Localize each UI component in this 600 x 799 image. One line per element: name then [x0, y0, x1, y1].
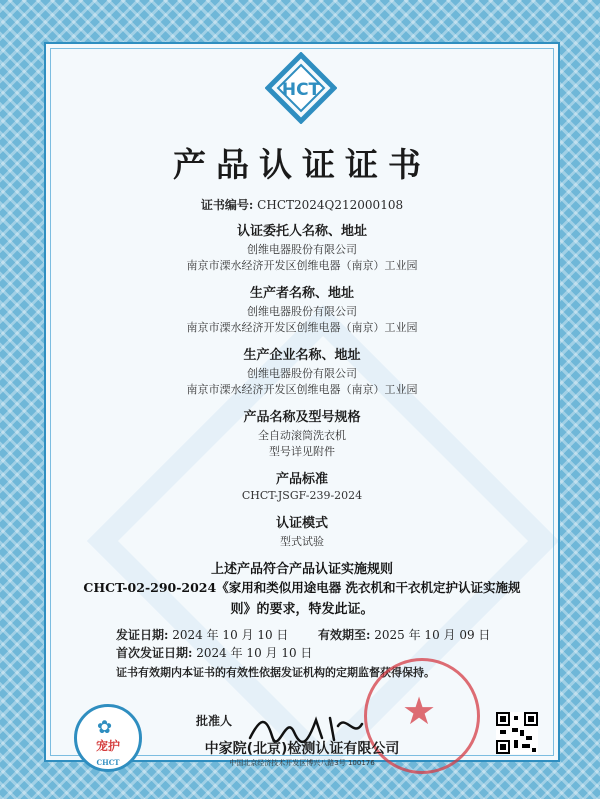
certificate-body — [44, 42, 560, 767]
section-line: 创维电器股份有限公司 — [247, 367, 357, 380]
approver-label: 批准人 — [196, 714, 233, 728]
section-line: CHCT-JSGF-239-2024 — [241, 489, 363, 502]
section-label: 认证委托人名称、地址 — [236, 224, 367, 239]
first-issue-date — [116, 644, 312, 661]
issue-date — [116, 626, 288, 643]
section-line: 型式试验 — [280, 535, 324, 548]
cert-number-value: CHCT2024Q212000108 — [257, 198, 404, 212]
paw-icon: ✿ — [97, 717, 113, 738]
cert-number-label: 证书编号: — [200, 198, 254, 212]
section-line: 南京市溧水经济开发区创维电器（南京）工业园 — [186, 259, 418, 272]
logo-text: HCT — [281, 80, 321, 100]
section-line: 创维电器股份有限公司 — [247, 243, 357, 256]
statement-line: CHCT-02-290-2024《家用和类似用途电器 洗衣机和干衣机定护认证实施规 — [83, 580, 521, 595]
section-label: 产品名称及型号规格 — [243, 410, 361, 425]
first-issue-date-label: 首次发证日期: — [116, 646, 193, 660]
valid-until-value: 2025 年 10 月 09 日 — [374, 628, 491, 642]
section-line: 南京市溧水经济开发区创维电器（南京）工业园 — [186, 321, 418, 334]
section-label: 产品标准 — [275, 472, 328, 487]
issue-date-value: 2024 年 10 月 10 日 — [172, 628, 289, 642]
first-issue-date-value: 2024 年 10 月 10 日 — [196, 646, 313, 660]
section-label: 生产企业名称、地址 — [243, 348, 361, 363]
valid-until — [318, 626, 490, 643]
star-icon: ★ — [402, 689, 437, 733]
seal-mark: 宠护 — [95, 739, 120, 753]
section-line: 南京市溧水经济开发区创维电器（南京）工业园 — [186, 383, 418, 396]
statement-line: 上述产品符合产品认证实施规则 — [210, 562, 393, 577]
organization-address: 中国北京经济技术开发区博兴八路3号 100176 — [229, 759, 375, 767]
section-line: 全自动滚筒洗衣机 — [258, 429, 346, 442]
page-title: 产品认证证书 — [173, 145, 431, 184]
section-label: 生产者名称、地址 — [249, 286, 354, 301]
cert-number — [46, 196, 558, 213]
validity-notice: 证书有效期内本证书的有效性依据发证机构的定期监督获得保持。 — [116, 666, 435, 679]
section-line: 创维电器股份有限公司 — [247, 305, 357, 318]
hct-logo-icon — [265, 52, 337, 124]
section-line: 型号详见附件 — [269, 445, 335, 458]
valid-until-label: 有效期至: — [318, 628, 371, 642]
issue-date-label: 发证日期: — [116, 628, 169, 642]
section-label: 认证模式 — [275, 516, 328, 531]
issuing-organization: 中家院(北京)检测认证有限公司 — [204, 741, 400, 757]
statement-line: 则》的要求，特发此证。 — [230, 602, 374, 617]
seal-ring-text: CHCT — [96, 758, 120, 767]
